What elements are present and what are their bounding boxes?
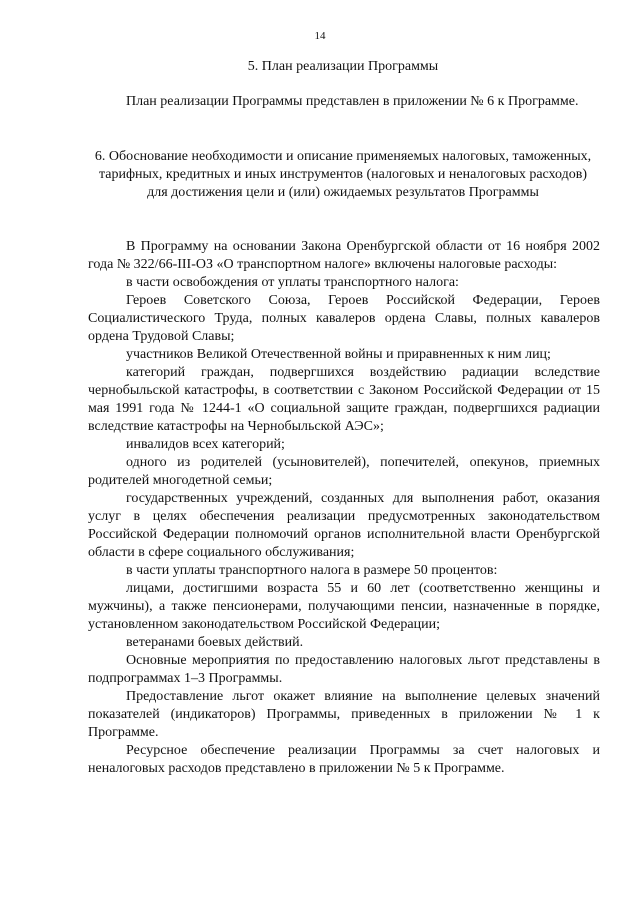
section-6-body <box>88 238 600 778</box>
paragraph-indicators: Предоставление льгот окажет влияние на выполнение целевых значений показателей (индикаторов) Программы, приведенных в приложении № 1 к Программе. <box>88 689 600 740</box>
paragraph-state-institutions: государственных учреждений, созданных для выполнения работ, оказания услуг в целях обеспечения реализации предусмотренных законодательством Российской Федерации полномочий органов исполнительной власти Оренбургской области в сфере социального обслуживания; <box>88 491 600 560</box>
paragraph-intro: В Программу на основании Закона Оренбургской области от 16 ноября 2002 года № 322/66-III-ОЗ «О транспортном налоге» включены налоговые расходы: <box>88 239 600 272</box>
paragraph-disabled: инвалидов всех категорий; <box>126 437 285 452</box>
section-5-paragraph: План реализации Программы представлен в приложении № 6 к Программе. <box>126 94 579 109</box>
paragraph-subprograms: Основные мероприятия по предоставлению налоговых льгот представлены в подпрограммах 1–3 Программы. <box>88 653 600 686</box>
paragraph-heroes: Героев Советского Союза, Героев Российской Федерации, Героев Социалистического Труда, полных кавалеров ордена Славы, полных кавалеров ордена Трудовой Славы; <box>88 293 600 344</box>
paragraph-combat-veterans: ветеранами боевых действий. <box>126 635 304 650</box>
paragraph-chernobyl: категорий граждан, подвергшихся воздействию радиации вследствие чернобыльской катастрофы, в соответствии с Законом Российской Федерации от 15 мая 1991 года № 1244-1 «О социальной защите граждан, подвергшихся радиации вследствие катастрофы на Чернобыльской АЭС»; <box>88 365 600 434</box>
section-6-heading: 6. Обоснование необходимости и описание применяемых налоговых, таможенных, тарифных, кредитных и иных инструментов (налоговых и неналоговых расходов) для достижения цели и (или) ожидаемых результатов Программы <box>94 149 592 200</box>
paragraph-exemption-intro: в части освобождения от уплаты транспортного налога: <box>126 275 459 290</box>
paragraph-war-veterans: участников Великой Отечественной войны и приравненных к ним лиц; <box>126 347 551 362</box>
paragraph-fifty-percent-intro: в части уплаты транспортного налога в размере 50 процентов: <box>126 563 498 578</box>
paragraph-resources: Ресурсное обеспечение реализации Программы за счет налоговых и неналоговых расходов представлено в приложении № 5 к Программе. <box>88 743 600 776</box>
section-5-heading: 5. План реализации Программы <box>247 59 439 74</box>
paragraph-pensioners: лицами, достигшими возраста 55 и 60 лет (соответственно женщины и мужчины), а также пенсионерами, получающими пенсии, назначенные в порядке, установленном законодательством Российской Федерации; <box>88 581 600 632</box>
paragraph-large-families: одного из родителей (усыновителей), попечителей, опекунов, приемных родителей многодетной семьи; <box>88 455 600 488</box>
page-number: 14 <box>314 30 326 42</box>
